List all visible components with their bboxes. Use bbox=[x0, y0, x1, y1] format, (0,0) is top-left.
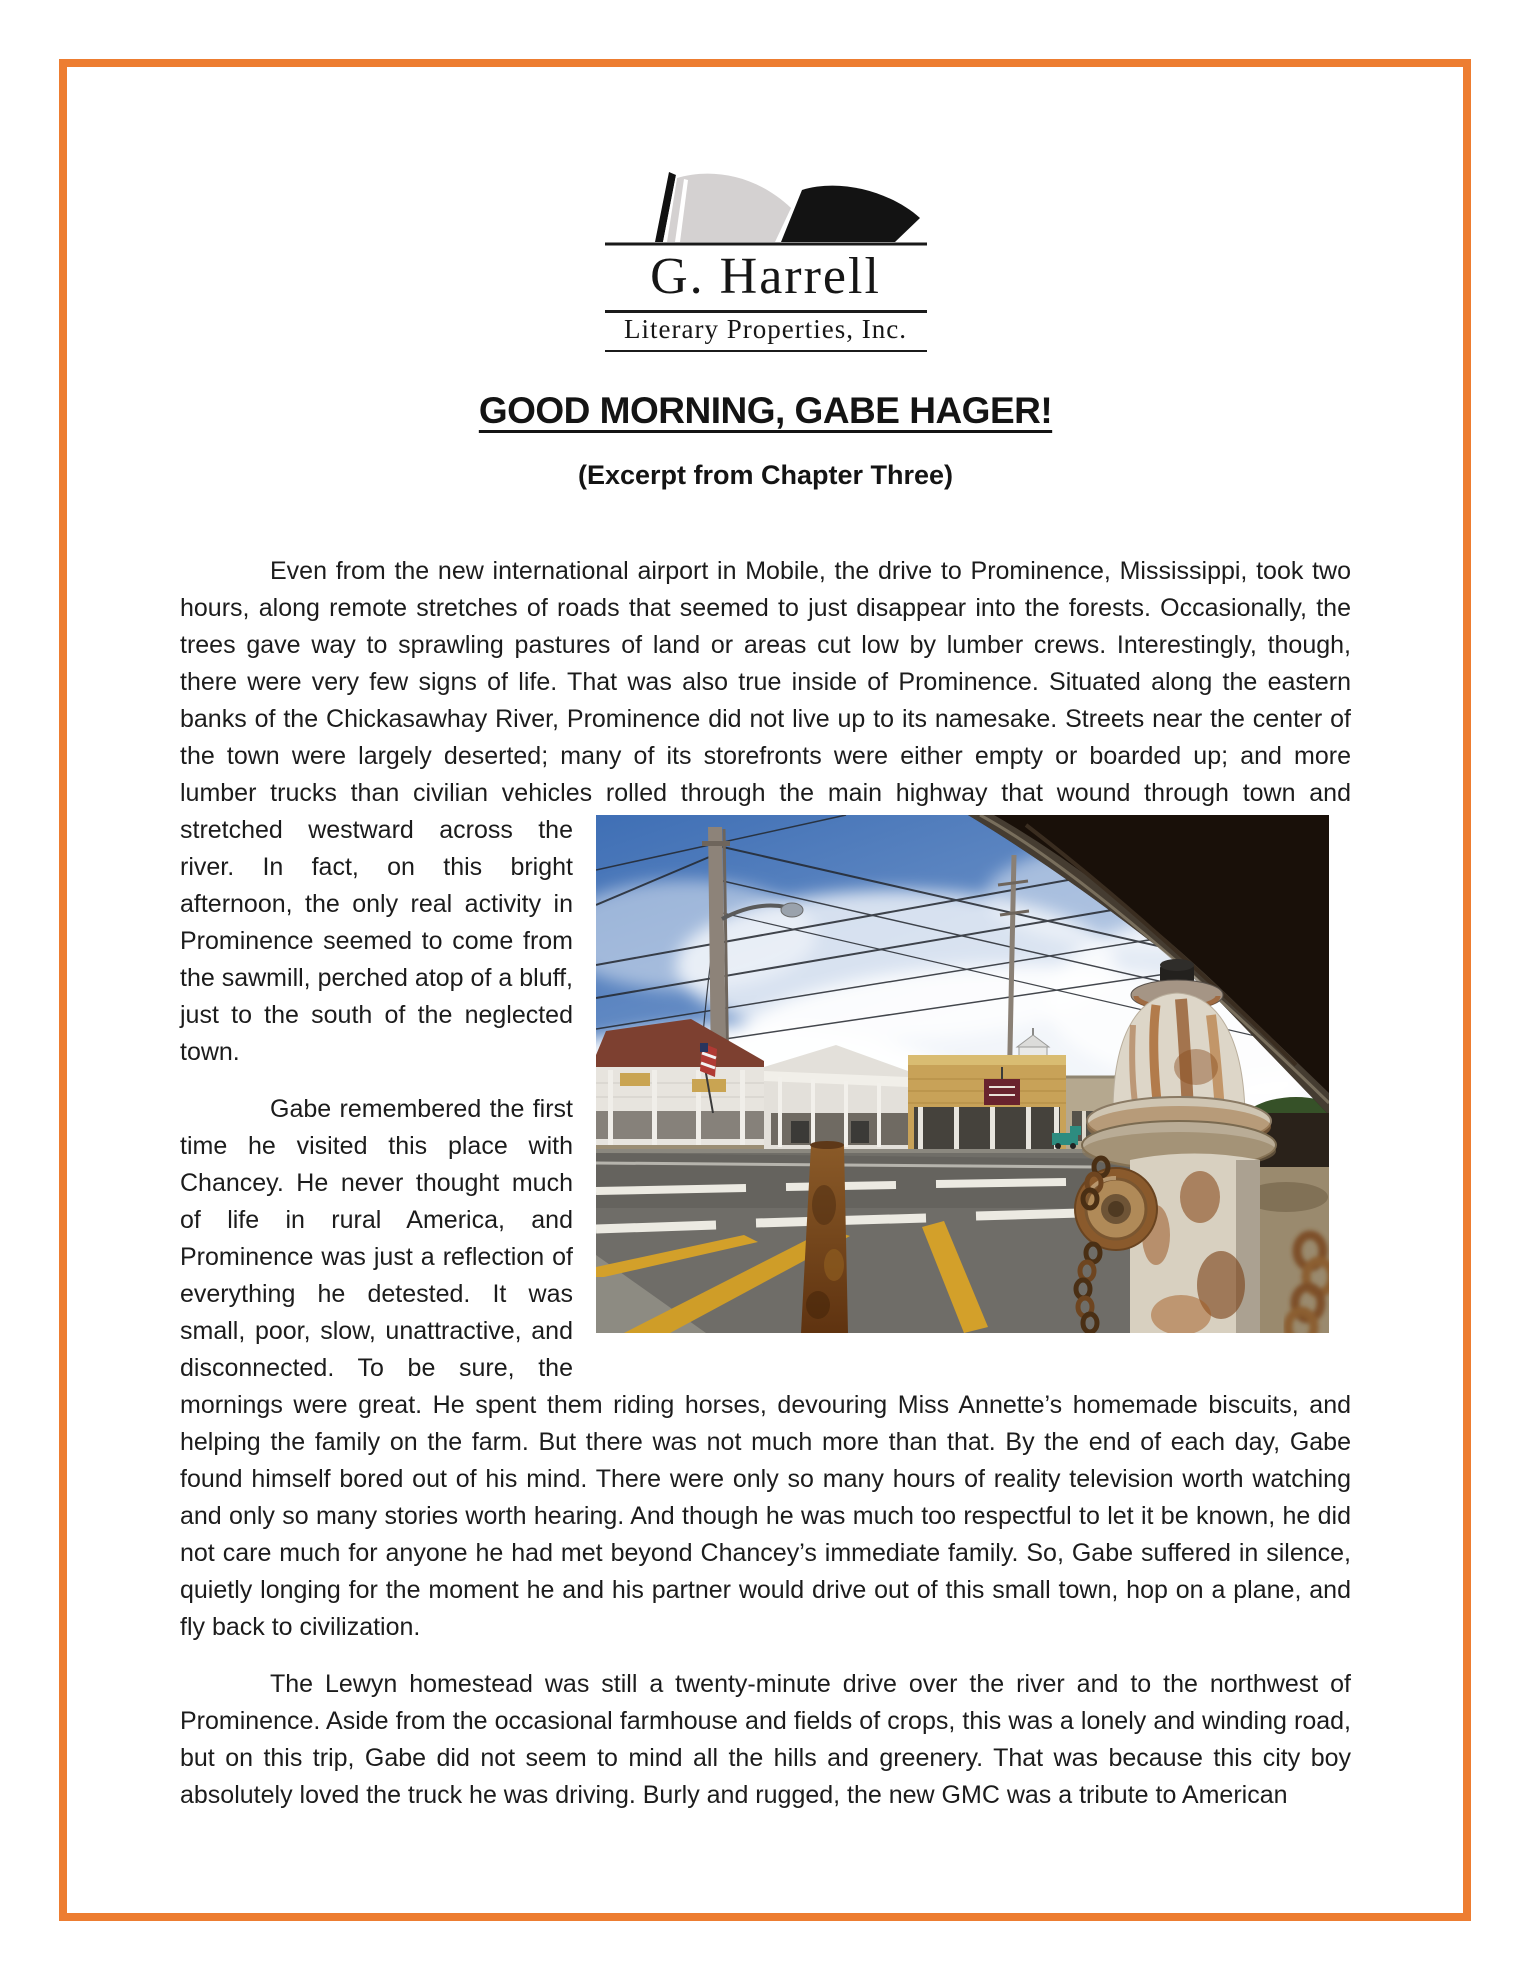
page-title: GOOD MORNING, GABE HAGER! bbox=[478, 390, 1053, 431]
logo-tagline: Literary Properties, Inc. bbox=[605, 313, 927, 352]
publisher-logo bbox=[180, 168, 1351, 352]
street-photo-illustration bbox=[596, 815, 1329, 1333]
paragraph-3: The Lewyn homestead was still a twenty-minute drive over the river and to the northwest of Prominence. Aside from the occasional farmhouse and fields of crops, this was a lonely and winding road, but on this trip, Gabe did not seem to mind all the hills and greenery. That was because this city boy absolutely loved the truck he was driving. Burly and rugged, the new GMC was a tribute to American bbox=[180, 1670, 1351, 1809]
logo-name: G. Harrell bbox=[605, 248, 927, 313]
street-photo bbox=[596, 815, 1329, 1333]
page-content bbox=[180, 0, 1351, 1834]
open-book-icon bbox=[605, 168, 927, 248]
paragraph-1: Even from the new international airport in Mobile, the drive to Prominence, Mississippi, took two hours, along remote stretches of roads that seemed to just disappear into the forests. Occasionally, the trees gave way to sprawling pastures of land or areas cut low by lumber crews. Interestingly, though, there were very few signs of life. That was also true inside of Prominence. Situated along the eastern banks of the Chickasawhay River, Prominence did not live up to its namesake. Streets near the center of the town were largely deserted; many of its storefronts were either empty or boarded up; and more lumber trucks than civilian vehicles rolled through the main highway that wound through town and stretched westward across the river. In fact, on this bright afternoon, the only real activity in Prominence seemed to come from the sawmill, perched atop of a bluff, just to the south of the neglected town. bbox=[180, 557, 1351, 1066]
page-subtitle: (Excerpt from Chapter Three) bbox=[577, 460, 954, 490]
excerpt-body bbox=[180, 553, 1351, 1814]
paragraph-2: Gabe remembered the first time he visited this place with Chancey. He never thought much of life in rural America, and Prominence was just a reflection of everything he detested. It was small, poor, slow, unattractive, and disconnected. To be sure, the mornings were great. He spent them riding horses, devouring Miss Annette’s homemade biscuits, and helping the family on the farm. But there was not much more than that. By the end of each day, Gabe found himself bored out of his mind. There were only so many hours of reality television worth watching and only so many stories worth hearing. And though he was much too respectful to let it be known, he did not care much for anyone he had met beyond Chancey’s immediate family. So, Gabe suffered in silence, quietly longing for the moment he and his partner would drive out of this small town, hop on a plane, and fly back to civilization. bbox=[180, 1095, 1351, 1641]
